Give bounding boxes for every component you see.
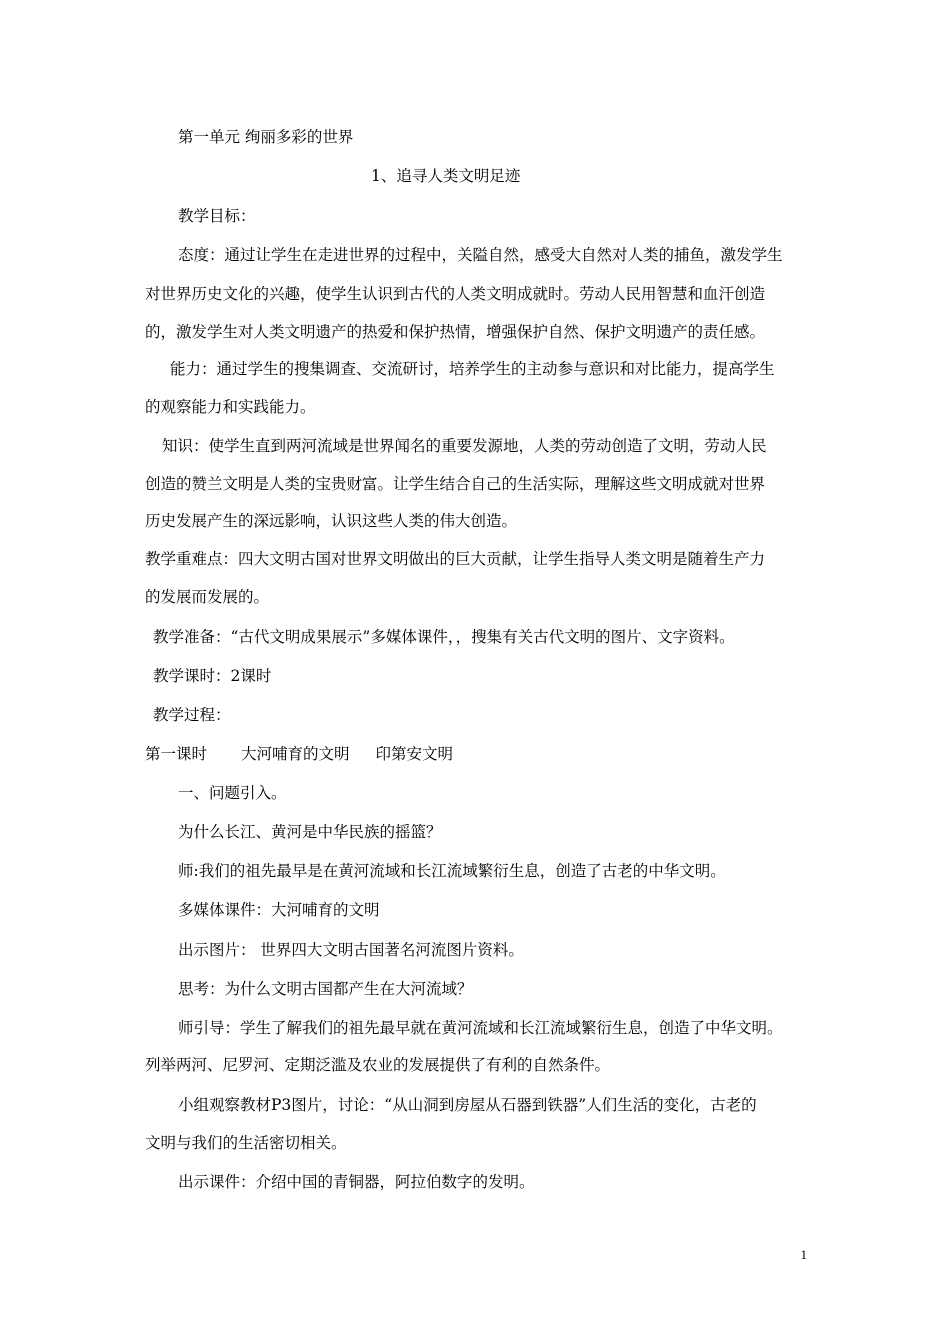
attitude-line: 的，激发学生对人类文明遗产的热爱和保护热情，增强保护自然、保护文明遗产的责任感。 <box>145 323 766 341</box>
think-text: 思考：为什么文明古国都产生在大河流域？ <box>178 980 473 998</box>
group-line: 小组观察教材P3图片，讨论：“从山洞到房屋从石器到铁器”人们生活的变化，古老的 <box>178 1096 757 1114</box>
courseware-text: 出示课件：介绍中国的青铜器，阿拉伯数字的发明。 <box>178 1173 535 1191</box>
preparation: 教学准备：“古代文明成果展示”多媒体课件，，搜集有关古代文明的图片、文字资料。 <box>153 628 735 646</box>
show-picture-text: 出示图片： 世界四大文明古国著名河流图片资料。 <box>178 941 524 959</box>
first-lesson-topic: 印第安文明 <box>375 745 454 763</box>
first-lesson-topic: 大河哺育的文明 <box>241 745 350 763</box>
ability-line: 能力：通过学生的搜集调查、交流研讨，培养学生的主动参与意识和对比能力，提高学生 <box>170 360 775 378</box>
key-points-line: 的发展而发展的。 <box>145 588 270 606</box>
first-lesson-heading <box>145 744 453 764</box>
periods: 教学课时：2课时 <box>153 667 272 685</box>
objectives-heading: 教学目标： <box>178 207 256 225</box>
knowledge-line: 创造的赞兰文明是人类的宝贵财富。让学生结合自己的生活实际，理解这些文明成就对世界 <box>145 475 766 493</box>
multimedia-text: 多媒体课件：大河哺育的文明 <box>178 901 380 919</box>
question-text: 为什么长江、黄河是中华民族的摇篮？ <box>178 823 442 841</box>
first-lesson-label: 第一课时 <box>145 745 208 763</box>
group-line: 文明与我们的生活密切相关。 <box>145 1134 347 1152</box>
key-points-line: 教学重难点：四大文明古国对世界文明做出的巨大贡献，让学生指导人类文明是随着生产力 <box>145 550 766 568</box>
knowledge-line: 知识：使学生直到两河流域是世界闻名的重要发源地，人类的劳动创造了文明，劳动人民 <box>162 437 767 455</box>
teacher-text: 师:我们的祖先最早是在黄河流域和长江流域繁衍生息，创造了古老的中华文明。 <box>178 862 726 880</box>
attitude-line: 态度：通过让学生在走进世界的过程中，关隘自然，感受大自然对人类的捕鱼，激发学生 <box>178 246 783 264</box>
lesson-title: 1、追寻人类文明足迹 <box>371 167 521 185</box>
attitude-line: 对世界历史文化的兴趣，使学生认识到古代的人类文明成就时。劳动人民用智慧和血汗创造 <box>145 285 766 303</box>
guide-line: 师引导：学生了解我们的祖先最早就在黄河流域和长江流域繁衍生息，创造了中华文明。 <box>178 1019 783 1037</box>
section-heading: 一、问题引入。 <box>178 784 287 802</box>
knowledge-line: 历史发展产生的深远影响，认识这些人类的伟大创造。 <box>145 512 518 530</box>
unit-title: 第一单元 绚丽多彩的世界 <box>178 128 354 146</box>
ability-line: 的观察能力和实践能力。 <box>145 398 316 416</box>
guide-line: 列举两河、尼罗河、定期泛滥及农业的发展提供了有利的自然条件。 <box>145 1056 611 1074</box>
process-heading: 教学过程： <box>153 706 231 724</box>
page-number: 1 <box>800 1247 807 1262</box>
